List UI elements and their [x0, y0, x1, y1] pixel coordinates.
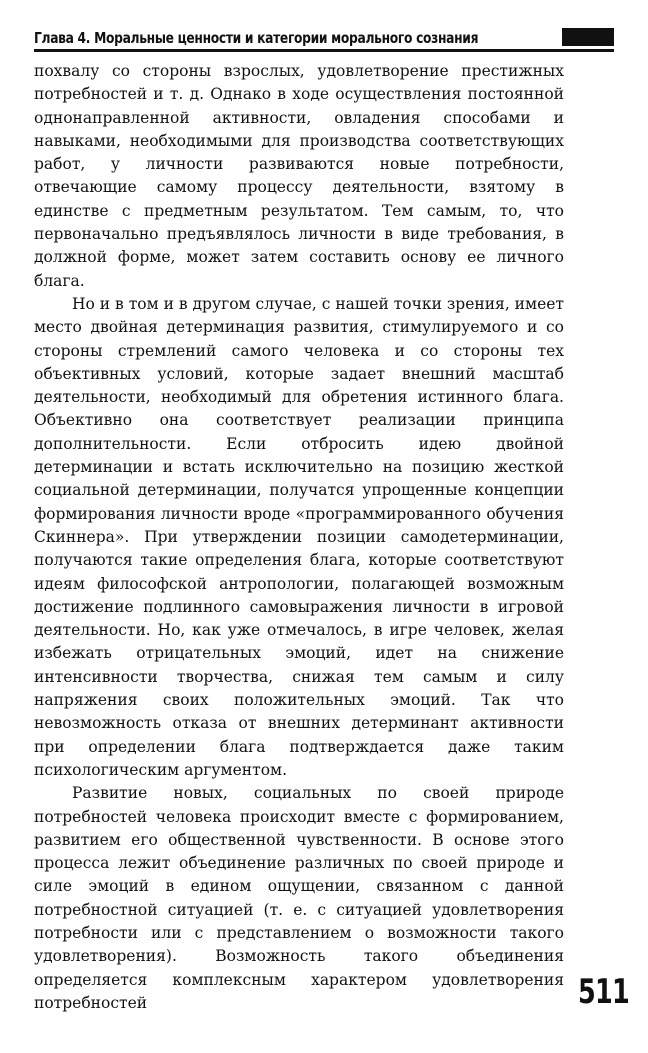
page-number: 511: [578, 972, 629, 1012]
paragraph-continued: похвалу со стороны взрослых, удовлетворение престижных потребностей и т. д. Однако в ходе осуществления постоянной однонаправленной активности, овладения способами и навыками, необходимыми для производства соответствующих работ, у личности развиваются новые потребности, отвечающие самому процессу деятельности, взятому в единстве с предметным результатом. Тем самым, то, что первоначально предъявлялось личности в виде требования, в должной форме, может затем составить основу ее личного блага.: [34, 62, 564, 290]
paragraph: Но и в том и в другом случае, с нашей точки зрения, имеет место двойная детерминация развития, стимулируемого и со стороны стремлений самого человека и со стороны тех объективных условий, которые задает внешний масштаб деятельности, необходимый для обретения истинного блага. Объективно она соответствует реализации принципа дополнительности. Если отбросить идею двойной детерминации и встать исключительно на позицию жесткой социальной детерминации, получатся упрощенные концепции формирования личности вроде «программированного обучения Скиннера». При утверждении позиции самодетерминации, получаются такие определения блага, которые соответствуют идеям философской антропологии, полагающей возможным достижение подлинного самовыражения личности в игровой деятельности. Но, как уже отмечалось, в игре человек, желая избежать отрицательных эмоций, идет на снижение интенсивности творчества, снижая тем самым и силу напряжения своих положительных эмоций. Так что невозможность отказа от внешних детерминант активности при определении блага подтверждается даже таким психологическим аргументом.: [34, 294, 564, 779]
paragraph: Развитие новых, социальных по своей природе потребностей человека происходит вместе с формированием, развитием его общественной чувственности. В основе этого процесса лежит объединение различных по своей природе и силе эмоций в едином ощущении, связанном с данной потребностной ситуацией (т. е. с ситуацией удовлетворения потребности или с представлением о возможности такого удовлетворения). Возможность такого объединения определяется комплексным характером удовлетворения потребностей: [34, 784, 564, 1012]
chapter-title: Глава 4. Моральные ценности и категории морального сознания: [34, 29, 479, 47]
header-rule: [34, 49, 614, 52]
header-black-bar: [562, 28, 614, 46]
running-header: [34, 28, 614, 54]
page-body: [34, 60, 564, 1015]
